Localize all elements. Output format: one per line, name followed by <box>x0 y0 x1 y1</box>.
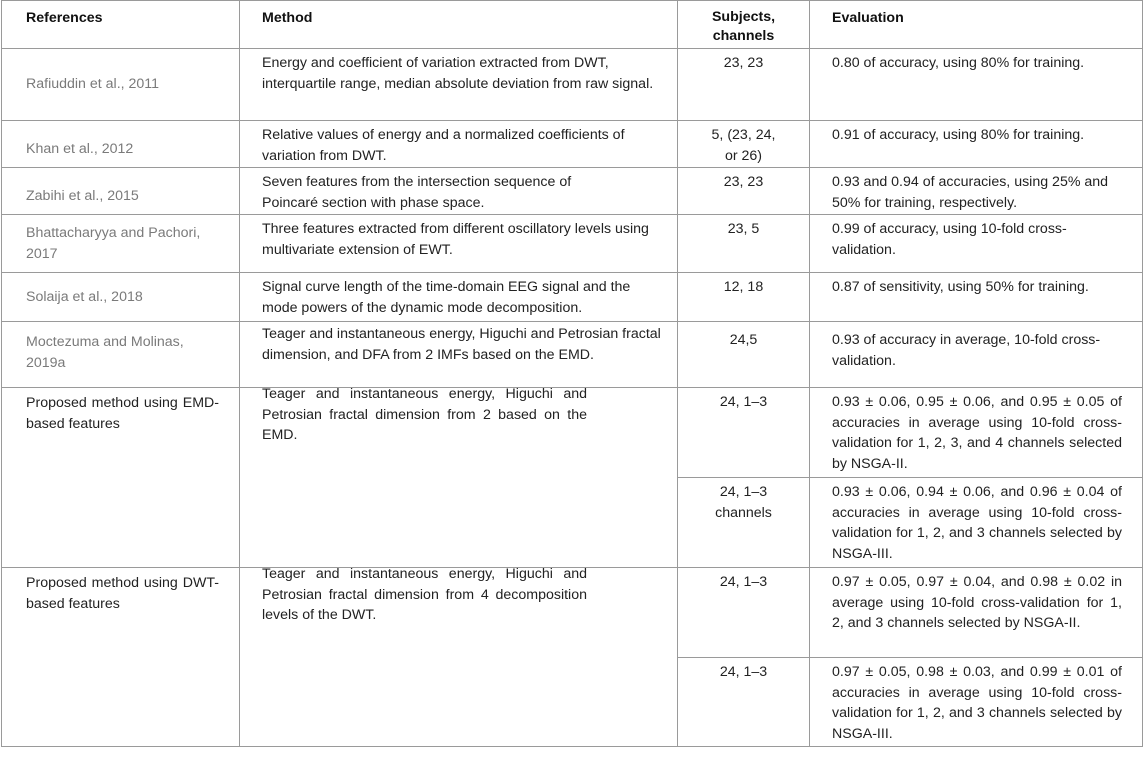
table-row <box>2 49 1143 121</box>
method-cell: Relative values of energy and a normalized coefficients of variation from DWT. <box>240 121 678 168</box>
subjects-cell: 24,5 <box>678 322 810 388</box>
method-cell: Three features extracted from different oscillatory levels using multivariate extension of EWT. <box>240 215 678 273</box>
method-cell: Teager and instantaneous energy, Higuchi and Petrosian fractal dimension, and DFA from 2 IMFs based on the EMD. <box>240 322 678 388</box>
evaluation-cell: 0.91 of accuracy, using 80% for training. <box>810 121 1143 168</box>
header-method: Method <box>240 1 678 49</box>
subjects-cell: 5, (23, 24, or 26) <box>678 121 810 168</box>
comparison-table <box>1 0 1143 747</box>
method-cell: Teager and instantaneous energy, Higuchi and Petrosian fractal dimension from 4 decomposition levels of the DWT. <box>240 568 678 747</box>
evaluation-cell: 0.93 of accuracy in average, 10-fold cross-validation. <box>810 322 1143 388</box>
table-header <box>2 1 1143 49</box>
reference-cell: Bhattacharyya and Pachori, 2017 <box>2 215 240 273</box>
subjects-cell: 23, 23 <box>678 49 810 121</box>
evaluation-cell: 0.93 ± 0.06, 0.95 ± 0.06, and 0.95 ± 0.05 of accuracies in average using 10-fold cross-validation for 1, 2, 3, and 4 channels selected by NSGA-II. <box>810 388 1143 478</box>
reference-cell: Khan et al., 2012 <box>2 121 240 168</box>
subjects-cell: 24, 1–3 <box>678 388 810 478</box>
table-row <box>2 273 1143 322</box>
table-row <box>2 322 1143 388</box>
table-row <box>2 568 1143 658</box>
evaluation-cell: 0.99 of accuracy, using 10-fold cross-validation. <box>810 215 1143 273</box>
header-evaluation: Evaluation <box>810 1 1143 49</box>
method-cell: Seven features from the intersection sequence of Poincaré section with phase space. <box>240 168 678 215</box>
evaluation-cell: 0.97 ± 0.05, 0.98 ± 0.03, and 0.99 ± 0.01 of accuracies in average using 10-fold cross-validation for 1, 2, and 3 channels selected by NSGA-III. <box>810 658 1143 747</box>
evaluation-cell: 0.80 of accuracy, using 80% for training. <box>810 49 1143 121</box>
table-row <box>2 168 1143 215</box>
reference-cell: Solaija et al., 2018 <box>2 273 240 322</box>
method-cell: Teager and instantaneous energy, Higuchi and Petrosian fractal dimension from 2 based on the EMD. <box>240 388 678 568</box>
table-row <box>2 121 1143 168</box>
method-cell: Energy and coefficient of variation extracted from DWT, interquartile range, median absolute deviation from raw signal. <box>240 49 678 121</box>
reference-cell: Rafiuddin et al., 2011 <box>2 49 240 121</box>
evaluation-cell: 0.93 ± 0.06, 0.94 ± 0.06, and 0.96 ± 0.04 of accuracies in average using 10-fold cross-validation for 1, 2, and 3 channels selected by NSGA-III. <box>810 478 1143 568</box>
evaluation-cell: 0.97 ± 0.05, 0.97 ± 0.04, and 0.98 ± 0.02 in average using 10-fold cross-validation for 1, 2, and 3 channels selected by NSGA-II. <box>810 568 1143 658</box>
subjects-cell: 24, 1–3 <box>678 658 810 747</box>
subjects-cell: 24, 1–3 channels <box>678 478 810 568</box>
reference-cell: Zabihi et al., 2015 <box>2 168 240 215</box>
subjects-cell: 23, 23 <box>678 168 810 215</box>
header-subjects-channels: Subjects, channels <box>678 1 810 49</box>
reference-cell: Proposed method using DWT-based features <box>2 568 240 747</box>
subjects-cell: 23, 5 <box>678 215 810 273</box>
method-cell: Signal curve length of the time-domain EEG signal and the mode powers of the dynamic mode decomposition. <box>240 273 678 322</box>
header-references: References <box>2 1 240 49</box>
table-row <box>2 388 1143 478</box>
evaluation-cell: 0.93 and 0.94 of accuracies, using 25% and 50% for training, respectively. <box>810 168 1143 215</box>
reference-cell: Moctezuma and Molinas, 2019a <box>2 322 240 388</box>
reference-cell: Proposed method using EMD-based features <box>2 388 240 568</box>
evaluation-cell: 0.87 of sensitivity, using 50% for training. <box>810 273 1143 322</box>
subjects-cell: 12, 18 <box>678 273 810 322</box>
subjects-cell: 24, 1–3 <box>678 568 810 658</box>
table-row <box>2 215 1143 273</box>
